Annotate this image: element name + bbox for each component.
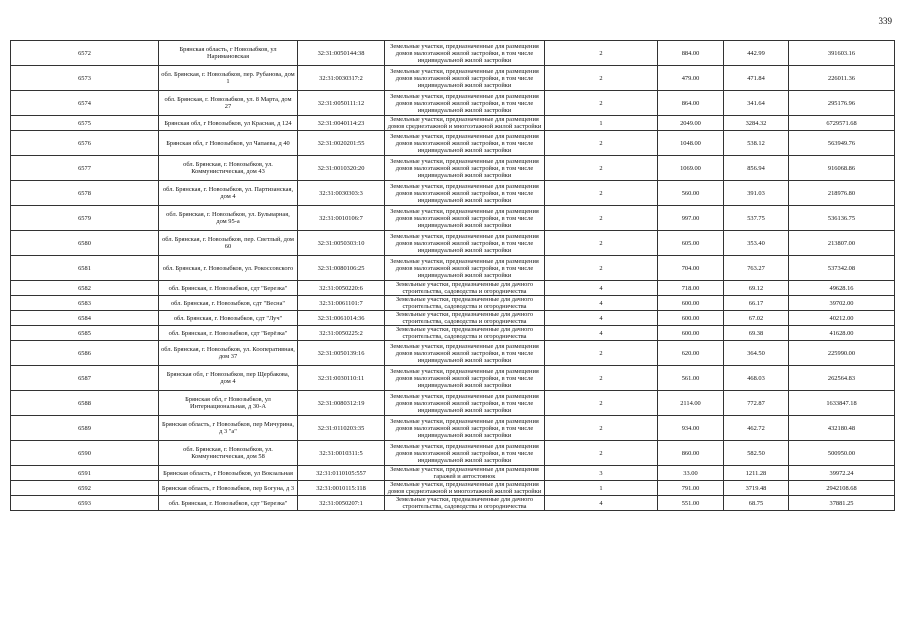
row-number-cell: 6573 bbox=[11, 66, 159, 91]
row-number-cell: 6584 bbox=[11, 311, 159, 326]
land-use-cell: Земельные участки, предназначенные для размещения домов малоэтажной жилой застройки, в том числе индивидуальной жилой застройки bbox=[385, 66, 545, 91]
group-number-cell: 4 bbox=[545, 281, 658, 296]
address-cell: Брянская обл, г Новозыбков, ул Чапаева, д 40 bbox=[159, 131, 298, 156]
group-number-cell: 2 bbox=[545, 391, 658, 416]
specific-cost-cell: 1211.28 bbox=[724, 466, 789, 481]
table-row bbox=[11, 116, 895, 131]
cadastral-cost-cell: 225990.00 bbox=[789, 341, 895, 366]
cadastral-number-cell: 32:31:0050144:38 bbox=[298, 41, 385, 66]
specific-cost-cell: 763.27 bbox=[724, 256, 789, 281]
table-row bbox=[11, 206, 895, 231]
table-row bbox=[11, 66, 895, 91]
specific-cost-cell: 3719.48 bbox=[724, 481, 789, 496]
row-number-cell: 6587 bbox=[11, 366, 159, 391]
group-number-cell: 2 bbox=[545, 131, 658, 156]
group-number-cell: 1 bbox=[545, 481, 658, 496]
table-row bbox=[11, 256, 895, 281]
cadastral-cost-cell: 262564.83 bbox=[789, 366, 895, 391]
address-cell: обл. Брянская, г. Новозыбков, пер. Рубанова, дом 1 bbox=[159, 66, 298, 91]
land-use-cell: Земельные участки, предназначенные для размещения домов малоэтажной жилой застройки, в том числе индивидуальной жилой застройки bbox=[385, 256, 545, 281]
cadastral-cost-cell: 916068.86 bbox=[789, 156, 895, 181]
address-cell: Брянская обл, г Новозыбков, ул Интернациональная, д 30-А bbox=[159, 391, 298, 416]
row-number-cell: 6580 bbox=[11, 231, 159, 256]
area-cell: 934.00 bbox=[658, 416, 724, 441]
land-use-cell: Земельные участки, предназначенные для размещения домов среднеэтажной и многоэтажной жилой застройки bbox=[385, 481, 545, 496]
address-cell: Брянская область, г Новозыбков, пер Мичурина, д 3 "а" bbox=[159, 416, 298, 441]
area-cell: 560.00 bbox=[658, 181, 724, 206]
specific-cost-cell: 442.99 bbox=[724, 41, 789, 66]
area-cell: 1069.00 bbox=[658, 156, 724, 181]
group-number-cell: 2 bbox=[545, 231, 658, 256]
row-number-cell: 6585 bbox=[11, 326, 159, 341]
row-number-cell: 6583 bbox=[11, 296, 159, 311]
row-number-cell: 6582 bbox=[11, 281, 159, 296]
row-number-cell: 6590 bbox=[11, 441, 159, 466]
specific-cost-cell: 538.12 bbox=[724, 131, 789, 156]
cadastral-number-cell: 32:31:0020201:55 bbox=[298, 131, 385, 156]
cadastral-cost-cell: 295176.96 bbox=[789, 91, 895, 116]
address-cell: обл. Брянская, г. Новозыбков, ул. 8 Марта, дом 27 bbox=[159, 91, 298, 116]
area-cell: 864.00 bbox=[658, 91, 724, 116]
group-number-cell: 2 bbox=[545, 341, 658, 366]
address-cell: обл. Брянская, г. Новозыбков, сдт "Березка" bbox=[159, 496, 298, 511]
table-row bbox=[11, 341, 895, 366]
row-number-cell: 6581 bbox=[11, 256, 159, 281]
group-number-cell: 4 bbox=[545, 326, 658, 341]
table-row bbox=[11, 481, 895, 496]
specific-cost-cell: 67.02 bbox=[724, 311, 789, 326]
group-number-cell: 1 bbox=[545, 116, 658, 131]
area-cell: 600.00 bbox=[658, 296, 724, 311]
cadastral-number-cell: 32:31:0110203:35 bbox=[298, 416, 385, 441]
table-row bbox=[11, 131, 895, 156]
row-number-cell: 6589 bbox=[11, 416, 159, 441]
area-cell: 2049.00 bbox=[658, 116, 724, 131]
row-number-cell: 6574 bbox=[11, 91, 159, 116]
land-use-cell: Земельные участки, предназначенные для размещения гаражей и автостоянок bbox=[385, 466, 545, 481]
row-number-cell: 6577 bbox=[11, 156, 159, 181]
group-number-cell: 2 bbox=[545, 441, 658, 466]
land-registry-table bbox=[10, 40, 895, 511]
table-row bbox=[11, 91, 895, 116]
group-number-cell: 4 bbox=[545, 296, 658, 311]
table-row bbox=[11, 156, 895, 181]
area-cell: 1048.00 bbox=[658, 131, 724, 156]
specific-cost-cell: 353.40 bbox=[724, 231, 789, 256]
cadastral-cost-cell: 536136.75 bbox=[789, 206, 895, 231]
table-row bbox=[11, 281, 895, 296]
cadastral-cost-cell: 49628.16 bbox=[789, 281, 895, 296]
cadastral-cost-cell: 6729571.68 bbox=[789, 116, 895, 131]
group-number-cell: 2 bbox=[545, 206, 658, 231]
table-row bbox=[11, 296, 895, 311]
address-cell: Брянская обл, г Новозыбков, пер Щербакова, дом 4 bbox=[159, 366, 298, 391]
land-use-cell: Земельные участки, предназначенные для размещения домов малоэтажной жилой застройки, в том числе индивидуальной жилой застройки bbox=[385, 206, 545, 231]
cadastral-cost-cell: 40212.00 bbox=[789, 311, 895, 326]
land-use-cell: Земельные участки, предназначенные для размещения домов среднеэтажной и многоэтажной жилой застройки bbox=[385, 116, 545, 131]
group-number-cell: 2 bbox=[545, 41, 658, 66]
table-row bbox=[11, 41, 895, 66]
row-number-cell: 6579 bbox=[11, 206, 159, 231]
table-row bbox=[11, 466, 895, 481]
specific-cost-cell: 3284.32 bbox=[724, 116, 789, 131]
land-use-cell: Земельные участки, предназначенные для размещения домов малоэтажной жилой застройки, в том числе индивидуальной жилой застройки bbox=[385, 181, 545, 206]
area-cell: 605.00 bbox=[658, 231, 724, 256]
cadastral-number-cell: 32:31:0010311:5 bbox=[298, 441, 385, 466]
cadastral-number-cell: 32:31:0050207:1 bbox=[298, 496, 385, 511]
area-cell: 600.00 bbox=[658, 311, 724, 326]
cadastral-number-cell: 32:31:0050111:12 bbox=[298, 91, 385, 116]
cadastral-number-cell: 32:31:0040114:23 bbox=[298, 116, 385, 131]
row-number-cell: 6572 bbox=[11, 41, 159, 66]
cadastral-cost-cell: 39972.24 bbox=[789, 466, 895, 481]
table-body bbox=[11, 41, 895, 511]
address-cell: обл. Брянская, г. Новозыбков, сдт "Березка" bbox=[159, 281, 298, 296]
table-row bbox=[11, 366, 895, 391]
land-use-cell: Земельные участки, предназначенные для размещения домов малоэтажной жилой застройки, в том числе индивидуальной жилой застройки bbox=[385, 366, 545, 391]
cadastral-cost-cell: 213807.00 bbox=[789, 231, 895, 256]
area-cell: 791.00 bbox=[658, 481, 724, 496]
table-row bbox=[11, 416, 895, 441]
land-use-cell: Земельные участки, предназначенные для размещения домов малоэтажной жилой застройки, в том числе индивидуальной жилой застройки bbox=[385, 91, 545, 116]
table-row bbox=[11, 391, 895, 416]
group-number-cell: 2 bbox=[545, 181, 658, 206]
cadastral-number-cell: 32:31:0050225:2 bbox=[298, 326, 385, 341]
specific-cost-cell: 468.03 bbox=[724, 366, 789, 391]
land-use-cell: Земельные участки, предназначенные для размещения домов малоэтажной жилой застройки, в том числе индивидуальной жилой застройки bbox=[385, 131, 545, 156]
land-use-cell: Земельные участки, предназначенные для размещения домов малоэтажной жилой застройки, в том числе индивидуальной жилой застройки bbox=[385, 156, 545, 181]
cadastral-number-cell: 32:31:0080312:19 bbox=[298, 391, 385, 416]
specific-cost-cell: 68.75 bbox=[724, 496, 789, 511]
cadastral-number-cell: 32:31:0010106:7 bbox=[298, 206, 385, 231]
cadastral-number-cell: 32:31:0030303:3 bbox=[298, 181, 385, 206]
specific-cost-cell: 69.38 bbox=[724, 326, 789, 341]
row-number-cell: 6591 bbox=[11, 466, 159, 481]
specific-cost-cell: 69.12 bbox=[724, 281, 789, 296]
cadastral-number-cell: 32:31:0080106:25 bbox=[298, 256, 385, 281]
specific-cost-cell: 341.64 bbox=[724, 91, 789, 116]
table-row bbox=[11, 181, 895, 206]
address-cell: Брянская область, г Новозыбков, ул Наримановская bbox=[159, 41, 298, 66]
table-row bbox=[11, 441, 895, 466]
specific-cost-cell: 772.87 bbox=[724, 391, 789, 416]
area-cell: 2114.00 bbox=[658, 391, 724, 416]
specific-cost-cell: 364.50 bbox=[724, 341, 789, 366]
area-cell: 620.00 bbox=[658, 341, 724, 366]
cadastral-number-cell: 32:31:0010115:118 bbox=[298, 481, 385, 496]
table-row bbox=[11, 326, 895, 341]
area-cell: 860.00 bbox=[658, 441, 724, 466]
cadastral-cost-cell: 432180.48 bbox=[789, 416, 895, 441]
address-cell: обл. Брянская, г. Новозыбков, сдт "Берёзка" bbox=[159, 326, 298, 341]
cadastral-cost-cell: 1633847.18 bbox=[789, 391, 895, 416]
land-use-cell: Земельные участки, предназначенные для дачного строительства, садоводства и огородничества bbox=[385, 296, 545, 311]
address-cell: обл. Брянская, г. Новозыбков, сдт "Луч" bbox=[159, 311, 298, 326]
specific-cost-cell: 391.03 bbox=[724, 181, 789, 206]
area-cell: 551.00 bbox=[658, 496, 724, 511]
cadastral-cost-cell: 537342.08 bbox=[789, 256, 895, 281]
address-cell: обл. Брянская, г. Новозыбков, ул. Коммунистическая, дом 58 bbox=[159, 441, 298, 466]
page-number: 339 bbox=[878, 16, 892, 26]
specific-cost-cell: 462.72 bbox=[724, 416, 789, 441]
specific-cost-cell: 856.94 bbox=[724, 156, 789, 181]
group-number-cell: 4 bbox=[545, 496, 658, 511]
table-row bbox=[11, 496, 895, 511]
specific-cost-cell: 66.17 bbox=[724, 296, 789, 311]
group-number-cell: 2 bbox=[545, 66, 658, 91]
address-cell: обл. Брянская, г. Новозыбков, ул. Рокоссовского bbox=[159, 256, 298, 281]
row-number-cell: 6593 bbox=[11, 496, 159, 511]
address-cell: обл. Брянская, г. Новозыбков, ул. Партизанская, дом 4 bbox=[159, 181, 298, 206]
row-number-cell: 6588 bbox=[11, 391, 159, 416]
area-cell: 884.00 bbox=[658, 41, 724, 66]
specific-cost-cell: 582.50 bbox=[724, 441, 789, 466]
specific-cost-cell: 537.75 bbox=[724, 206, 789, 231]
cadastral-cost-cell: 2942108.68 bbox=[789, 481, 895, 496]
group-number-cell: 4 bbox=[545, 311, 658, 326]
table-row bbox=[11, 311, 895, 326]
cadastral-cost-cell: 226011.36 bbox=[789, 66, 895, 91]
land-use-cell: Земельные участки, предназначенные для размещения домов малоэтажной жилой застройки, в том числе индивидуальной жилой застройки bbox=[385, 391, 545, 416]
group-number-cell: 2 bbox=[545, 156, 658, 181]
cadastral-number-cell: 32:31:0030317:2 bbox=[298, 66, 385, 91]
row-number-cell: 6578 bbox=[11, 181, 159, 206]
cadastral-cost-cell: 37881.25 bbox=[789, 496, 895, 511]
address-cell: обл. Брянская, г. Новозыбков, сдт "Весна" bbox=[159, 296, 298, 311]
row-number-cell: 6586 bbox=[11, 341, 159, 366]
area-cell: 33.00 bbox=[658, 466, 724, 481]
cadastral-cost-cell: 218976.80 bbox=[789, 181, 895, 206]
row-number-cell: 6576 bbox=[11, 131, 159, 156]
cadastral-number-cell: 32:31:0030110:11 bbox=[298, 366, 385, 391]
cadastral-cost-cell: 563949.76 bbox=[789, 131, 895, 156]
group-number-cell: 2 bbox=[545, 91, 658, 116]
land-use-cell: Земельные участки, предназначенные для дачного строительства, садоводства и огородничества bbox=[385, 281, 545, 296]
address-cell: Брянская обл, г Новозыбков, ул Красная, д 124 bbox=[159, 116, 298, 131]
cadastral-number-cell: 32:31:0050220:6 bbox=[298, 281, 385, 296]
group-number-cell: 2 bbox=[545, 416, 658, 441]
cadastral-number-cell: 32:31:0110105:557 bbox=[298, 466, 385, 481]
cadastral-cost-cell: 500950.00 bbox=[789, 441, 895, 466]
area-cell: 479.00 bbox=[658, 66, 724, 91]
cadastral-number-cell: 32:31:0050303:10 bbox=[298, 231, 385, 256]
land-use-cell: Земельные участки, предназначенные для дачного строительства, садоводства и огородничества bbox=[385, 311, 545, 326]
address-cell: обл. Брянская, г. Новозыбков, ул. Коммунистическая, дом 43 bbox=[159, 156, 298, 181]
land-use-cell: Земельные участки, предназначенные для размещения домов малоэтажной жилой застройки, в том числе индивидуальной жилой застройки bbox=[385, 341, 545, 366]
group-number-cell: 3 bbox=[545, 466, 658, 481]
group-number-cell: 2 bbox=[545, 256, 658, 281]
address-cell: Брянская область, г Новозыбков, пер Богуна, д 3 bbox=[159, 481, 298, 496]
cadastral-cost-cell: 41628.00 bbox=[789, 326, 895, 341]
land-use-cell: Земельные участки, предназначенные для размещения домов малоэтажной жилой застройки, в том числе индивидуальной жилой застройки bbox=[385, 231, 545, 256]
address-cell: обл. Брянская, г. Новозыбков, ул. Кооперативная, дом 37 bbox=[159, 341, 298, 366]
land-use-cell: Земельные участки, предназначенные для размещения домов малоэтажной жилой застройки, в том числе индивидуальной жилой застройки bbox=[385, 41, 545, 66]
group-number-cell: 2 bbox=[545, 366, 658, 391]
area-cell: 997.00 bbox=[658, 206, 724, 231]
cadastral-cost-cell: 391603.16 bbox=[789, 41, 895, 66]
table-row bbox=[11, 231, 895, 256]
area-cell: 600.00 bbox=[658, 326, 724, 341]
land-use-cell: Земельные участки, предназначенные для размещения домов малоэтажной жилой застройки, в том числе индивидуальной жилой застройки bbox=[385, 416, 545, 441]
land-use-cell: Земельные участки, предназначенные для дачного строительства, садоводства и огородничества bbox=[385, 326, 545, 341]
row-number-cell: 6575 bbox=[11, 116, 159, 131]
cadastral-number-cell: 32:31:0061101:7 bbox=[298, 296, 385, 311]
cadastral-number-cell: 32:31:0050139:16 bbox=[298, 341, 385, 366]
cadastral-cost-cell: 39702.00 bbox=[789, 296, 895, 311]
area-cell: 718.00 bbox=[658, 281, 724, 296]
area-cell: 704.00 bbox=[658, 256, 724, 281]
land-use-cell: Земельные участки, предназначенные для размещения домов малоэтажной жилой застройки, в том числе индивидуальной жилой застройки bbox=[385, 441, 545, 466]
address-cell: обл. Брянская, г. Новозыбков, ул. Бульварная, дом 95-а bbox=[159, 206, 298, 231]
address-cell: обл. Брянская, г. Новозыбков, пер. Светлый, дом 60 bbox=[159, 231, 298, 256]
row-number-cell: 6592 bbox=[11, 481, 159, 496]
specific-cost-cell: 471.84 bbox=[724, 66, 789, 91]
cadastral-number-cell: 32:31:0061014:36 bbox=[298, 311, 385, 326]
cadastral-number-cell: 32:31:0010320:20 bbox=[298, 156, 385, 181]
area-cell: 561.00 bbox=[658, 366, 724, 391]
address-cell: Брянская область, г Новозыбков, ул Вокзальная bbox=[159, 466, 298, 481]
land-use-cell: Земельные участки, предназначенные для дачного строительства, садоводства и огородничества bbox=[385, 496, 545, 511]
